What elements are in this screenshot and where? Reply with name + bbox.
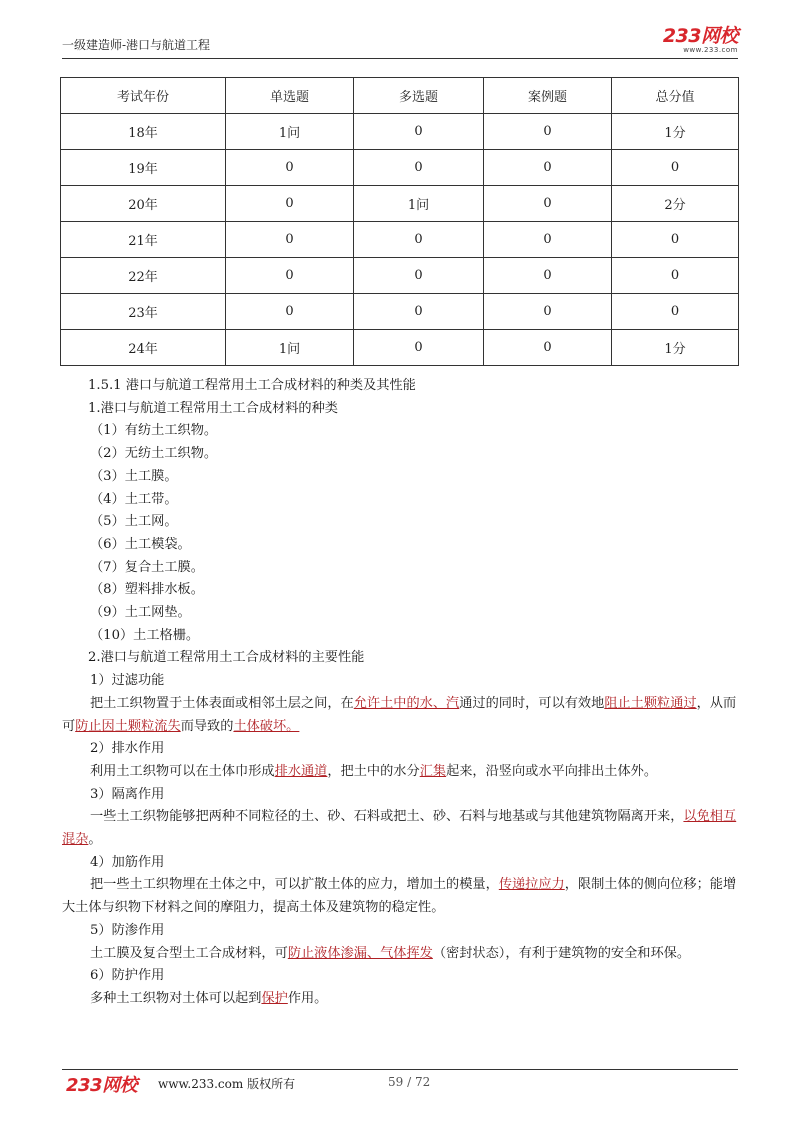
function-title: 2）排水作用 xyxy=(90,741,165,757)
table-cell: 0 xyxy=(354,258,484,294)
function-paragraph xyxy=(62,761,740,784)
table-cell: 1问 xyxy=(226,330,354,366)
function-title: 4）加筋作用 xyxy=(90,854,165,870)
text-run: 把一些土工织物埋在土体之中，可以扩散土体的应力，增加土的模量， xyxy=(90,877,499,893)
logo-text: 233网校 xyxy=(662,25,738,47)
text-run: ，把土中的水分 xyxy=(327,763,420,779)
function-paragraph xyxy=(62,943,740,966)
text-run: 利用土工织物可以在土体巾形成 xyxy=(90,763,275,779)
table-cell: 0 xyxy=(612,258,739,294)
header-divider xyxy=(62,58,738,59)
table-cell: 0 xyxy=(354,294,484,330)
table-row xyxy=(61,186,739,222)
table-cell: 1分 xyxy=(612,330,739,366)
list-item: （6）土工模袋。 xyxy=(90,536,191,552)
highlighted-term: 排水通道 xyxy=(274,763,328,779)
text-run: ，限制土体的侧向位移；能增大土体与织物下材料之间的摩阻力，提高土体及建筑物的稳定性。 xyxy=(62,877,737,916)
table-cell: 0 xyxy=(354,114,484,150)
table-cell: 0 xyxy=(354,222,484,258)
list-item: （10）土工格栅。 xyxy=(90,627,200,643)
table-row xyxy=(61,258,739,294)
highlighted-term: 汇集 xyxy=(419,763,447,779)
table-cell: 0 xyxy=(484,294,612,330)
page-footer xyxy=(62,1071,738,1095)
exam-score-table xyxy=(60,77,739,366)
text-run: 一些土工织物能够把两种不同粒径的土、砂、石料或把土、砂、石料与地基或与其他建筑物隔离开来， xyxy=(90,809,684,825)
text-run: 多种土工织物对土体可以起到 xyxy=(90,990,262,1006)
text-run: ，从而可 xyxy=(62,695,737,734)
table-cell: 0 xyxy=(484,330,612,366)
highlighted-term: 防止液体渗漏、气体挥发 xyxy=(287,945,433,961)
text-run: 通过的同时，可以有效地 xyxy=(459,695,605,711)
table-cell: 20年 xyxy=(61,186,226,222)
section-title: 1.5.1 港口与航道工程常用土工合成材料的种类及其性能 xyxy=(88,378,416,393)
function-title: 6）防护作用 xyxy=(90,968,165,984)
subsection-title: 2.港口与航道工程常用土工合成材料的主要性能 xyxy=(88,650,365,666)
function-paragraph xyxy=(62,988,740,1011)
text-run: 。 xyxy=(88,832,102,848)
col-header-case: 案例题 xyxy=(484,78,612,114)
table-row xyxy=(61,222,739,258)
text-run: 而导致的 xyxy=(180,718,234,734)
text-run: （密封状态），有利于建筑物的安全和环保。 xyxy=(432,945,691,961)
text-run: 土工膜及复合型土工合成材料，可 xyxy=(90,945,288,961)
table-cell: 0 xyxy=(484,114,612,150)
table-cell: 0 xyxy=(226,258,354,294)
col-header-year: 考试年份 xyxy=(61,78,226,114)
footer-divider xyxy=(62,1069,738,1070)
table-row xyxy=(61,294,739,330)
table-cell: 0 xyxy=(484,222,612,258)
table-cell: 0 xyxy=(354,150,484,186)
table-header-row xyxy=(61,78,739,114)
table-row xyxy=(61,330,739,366)
col-header-multi: 多选题 xyxy=(354,78,484,114)
function-title: 3）隔离作用 xyxy=(90,786,165,802)
col-header-total: 总分值 xyxy=(612,78,739,114)
highlighted-term: 保护 xyxy=(261,990,288,1006)
col-header-single: 单选题 xyxy=(226,78,354,114)
copyright-text: www.233.com 版权所有 xyxy=(158,1077,296,1091)
list-item: （9）土工网垫。 xyxy=(90,605,191,621)
highlighted-term: 允许土中的水、汽 xyxy=(353,695,460,711)
function-paragraph xyxy=(62,693,740,738)
table-cell: 0 xyxy=(226,294,354,330)
table-cell: 1分 xyxy=(612,114,739,150)
table-cell: 0 xyxy=(612,294,739,330)
table-cell: 0 xyxy=(354,330,484,366)
text-run: 作用。 xyxy=(287,990,328,1006)
highlighted-term: 阻止土颗粒通过 xyxy=(604,695,697,711)
logo-url: www.233.com xyxy=(683,46,738,54)
brand-logo xyxy=(648,26,738,56)
highlighted-term: 以免相互混杂 xyxy=(62,809,737,848)
table-cell: 2分 xyxy=(612,186,739,222)
table-cell: 19年 xyxy=(61,150,226,186)
table-row xyxy=(61,150,739,186)
table-cell: 0 xyxy=(484,150,612,186)
subsection-title: 1.港口与航道工程常用土工合成材料的种类 xyxy=(88,400,338,416)
list-item: （8）塑料排水板。 xyxy=(90,582,204,598)
text-run: 把土工织物置于土体表面或相邻土层之间，在 xyxy=(90,695,354,711)
document-body xyxy=(62,375,740,1011)
header-title: 一级建造师-港口与航道工程 xyxy=(62,38,211,52)
table-row xyxy=(61,114,739,150)
footer-logo: 233网校 xyxy=(66,1075,138,1096)
list-item: （4）土工带。 xyxy=(90,491,178,507)
table-cell: 0 xyxy=(484,186,612,222)
list-item: （3）土工膜。 xyxy=(90,468,178,484)
function-title: 5）防渗作用 xyxy=(90,922,165,938)
table-cell: 1问 xyxy=(354,186,484,222)
list-item: （2）无纺土工织物。 xyxy=(90,446,218,462)
table-cell: 24年 xyxy=(61,330,226,366)
highlighted-term: 土体破坏。 xyxy=(233,718,300,734)
page-number: 59 / 72 xyxy=(388,1075,431,1089)
table-cell: 22年 xyxy=(61,258,226,294)
highlighted-term: 防止因土颗粒流失 xyxy=(75,718,181,734)
function-paragraph xyxy=(62,874,740,919)
table-cell: 0 xyxy=(226,222,354,258)
table-cell: 18年 xyxy=(61,114,226,150)
table-cell: 0 xyxy=(484,258,612,294)
function-paragraph xyxy=(62,806,740,851)
table-cell: 1问 xyxy=(226,114,354,150)
list-item: （7）复合土工膜。 xyxy=(90,559,204,575)
table-cell: 0 xyxy=(612,222,739,258)
table-cell: 23年 xyxy=(61,294,226,330)
page-header xyxy=(62,26,738,56)
table-cell: 0 xyxy=(612,150,739,186)
list-item: （1）有纺土工织物。 xyxy=(90,423,218,439)
list-item: （5）土工网。 xyxy=(90,514,178,530)
table-cell: 0 xyxy=(226,186,354,222)
text-run: 起来，沿竖向或水平向排出土体外。 xyxy=(446,763,658,779)
highlighted-term: 传递拉应力 xyxy=(498,877,565,893)
function-title: 1）过滤功能 xyxy=(90,673,165,689)
table-cell: 21年 xyxy=(61,222,226,258)
table-cell: 0 xyxy=(226,150,354,186)
